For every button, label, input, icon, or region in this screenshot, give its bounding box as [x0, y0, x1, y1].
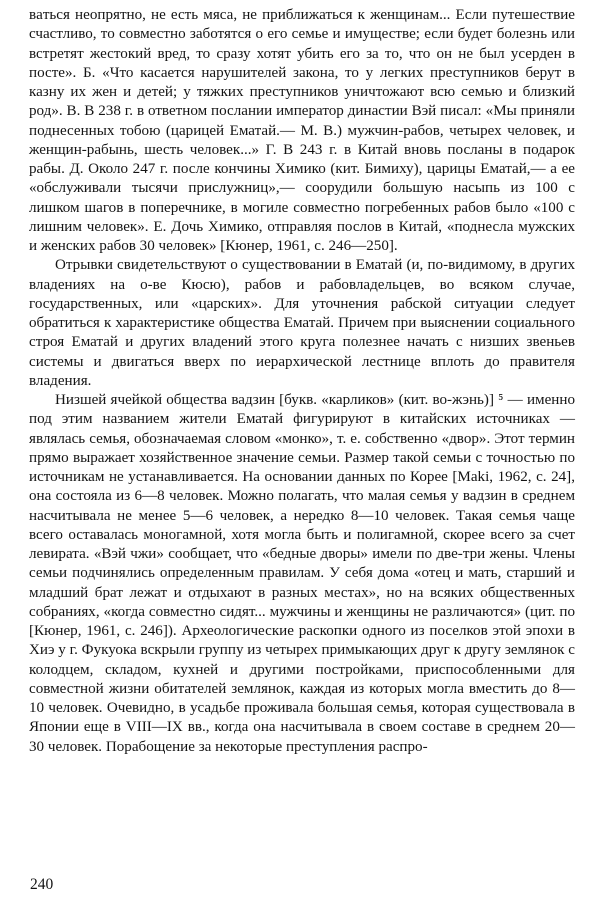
page-number: 240 [30, 876, 54, 893]
paragraph-2: Отрывки свидетельствуют о существовании в Ематай (и, по-видимому, в других владениях на о-ве Кюсю), рабов и рабовладельцев, во всяком случае, государственных, или «царских». Для уточнения рабской ситуации следует обратиться к характеристике общества Ематай. Причем при выяснении социального строя Ематай и других владений этого круга полезнее начать с низших звеньев системы и двигаться вверх по иерархической лестнице вплоть до правителя владения. [29, 257, 575, 389]
paragraph-3: Низшей ячейкой общества вадзин [букв. «карликов» (кит. во-жэнь)] ⁵ — именно под этим названием жители Ематай фигурируют в китайских источниках — являлась семья, обозначаемая словом «монко», т. е. собственно «двор». Этот термин прямо выражает хозяйственное значение семьи. Размер такой семьи с точностью по источникам не устанавливается. На основании данных по Корее [Maki, 1962, с. 24], она состояла из 6—8 человек. Можно полагать, что малая семья у вадзин в среднем насчитывала не менее 5—6 человек, а нередко 8—10 человек. Такая семья чаще всего оставалась моногамной, хотя могла быть и полигамной, скорее всего за счет левирата. «Вэй чжи» сообщает, что «бедные дворы» имели по две-три жены. Члены семьи подчинялись определенным правилам. У себя дома «отец и мать, старший и младший брат лежат и отдыхают в разных местах», но на всяких общественных собраниях, «когда совместно сидят... мужчины и женщины не различаются» (цит. по [Кюнер, 1961, с. 246]). Археологические раскопки одного из поселков этой эпохи в Хиэ у г. Фукуока вскрыли группу из четырех примыкающих друг к другу землянок с колодцем, складом, кухней и другими постройками, приспособленными для совместной жизни обитателей землянок, каждая из которых могла вместить до 8—10 человек. Очевидно, в усадьбе проживала большая семья, которая существовала в Японии еще в VIII—IX вв., когда она насчитывала в своем составе в среднем 20—30 человек. Порабощение за некоторые преступления распро- [29, 392, 575, 755]
page-body [29, 6, 575, 906]
paragraph-1: вaться неопрятно, не есть мяса, не приближаться к женщинам... Если путешествие счастливо, то совместно заботятся о его семье и имуществе; если будет болезнь или встретят жестокий вред, то сразу хотят убить его за то, что он не был усерден в посте». Б. «Что касается нарушителей закона, то у легких преступников берут в казну их жен и детей; у тяжких преступников уничтожают всю семью и близкий род». В. В 238 г. в ответном послании император династии Вэй писал: «Мы приняли поднесенных тобою (царицей Ематай.— М. В.) мужчин-рабов, четырех человек, и женщин-рабынь, шесть человек...» Г. В 243 г. в Китай вновь посланы в подарок рабы. Д. Около 247 г. после кончины Химико (кит. Бимиху), царицы Ематай,— а ее «обслуживали тысячи прислужниц»,— соорудили большую насыпь из 100 с лишком шагов в поперечнике, в могиле совместно погребенных рабов было «100 с лишним человек». Е. Дочь Химико, отправляя послов в Китай, «поднесла мужских и женских рабов 30 человек» [Кюнер, 1961, с. 246—250]. [29, 7, 575, 254]
